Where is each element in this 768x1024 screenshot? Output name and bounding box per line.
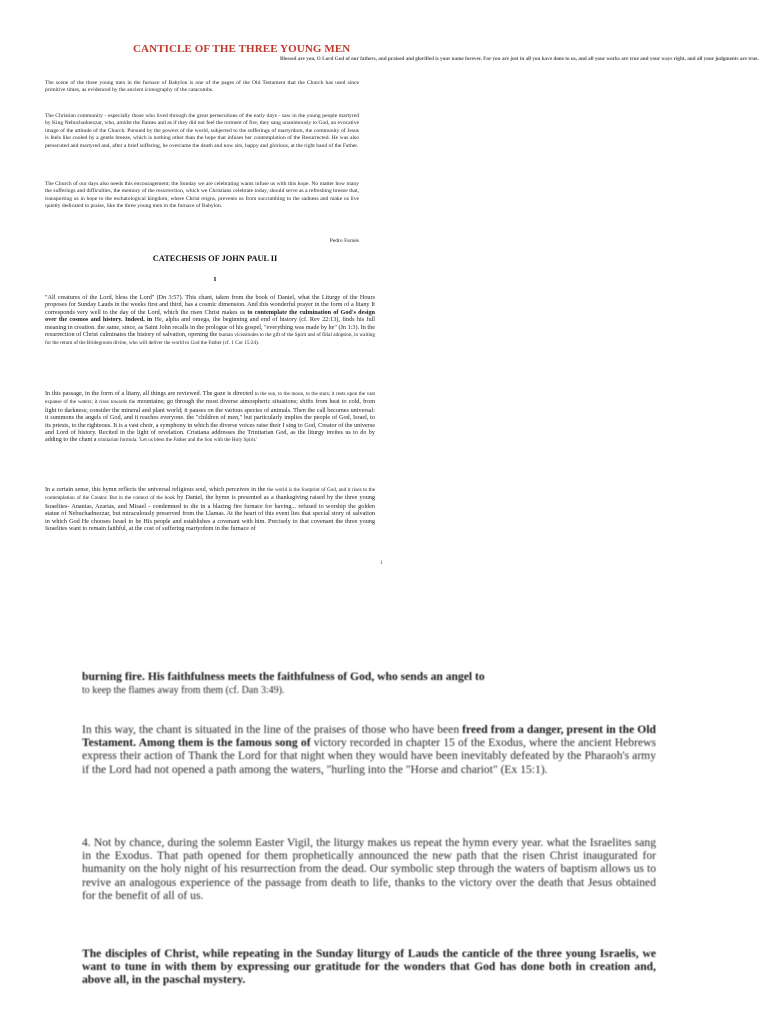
text-run-small: the world is the footprint of God, and it rises to the contemplation of the Creator. But in the context of the book [45,487,376,502]
text-run: He, alpha and omega, the beginning and end of history (cf. Rev 22:13), finds his full meaning in creation. the same, since, as Saint John recalls in the prologue of his gospel, "everything was made by he" (Jn 1:3). In the resurrection of Christ culminates the history of salvation, opening the [45,316,376,339]
text-run-small: human vicissitudes to the gift of the Spirit and of filial adoption, in waiting for the return of the Bridegroom divine, who will deliver the world to God the Father (cf. 1 Cor 15:24). [45,332,375,347]
text-run-small: to the sun, to the moon, to the stars; it rests upon the vast expanse of the waters; it rises towards the [45,391,375,406]
continuation-paragraph-4 [82,947,656,987]
intro-paragraph-1: The scene of the three young men in the furnace of Babylon is one of the pages of the Old Testament that the Church has used since primitive times, as evidenced by the ancient iconography of the catacombs. [45,80,359,94]
intro-paragraph-2: The Christian community - especially those who lived through the great persecutions of the early days - saw in the young people martyred by King Nebuchadnezzar, who, amidst the flames and as if they did not feel the torment of fire, they sang unanimously to God, an evocative image of the attitude of the Church. Pursued by the powers of the world, subjected to the sufferings of martyrdom, the community of Jesus is feels like cooled by a gentle breeze, which is nothing other than the hope that infuses her contemplation of the Resurrected. He was also persecuted and martyred and, after a brief suffering, he overcame the death and now sits, happy and glorious, at the right hand of the Father. [45,113,359,149]
text-run: by Daniel, the hymn is presented as a thanksgiving raised by the three young Israelites- Ananias, Azarias, and Misael - condemned to die in a blazing fire furnace for having... refused to worship the golden statue of Nebuchadnezzar, but miraculously preserved from the Llamas. At the heart of this event lies that special story of salvation in which God He chooses Israel to be His people and establishes a covenant with him. Precisely to that covenant the three young Israelites want to remain faithful, at the cost of suffering martyrdom in the furnace of [45,494,375,533]
catechesis-paragraph-3 [45,486,375,532]
epigraph: Blessed are you, O Lord God of our fathers, and praised and glorified is your name forever. For you are just in all you have done to us, and all your works are true and your ways right, and all your judgments are true. [280,56,759,62]
text-run: In this passage, in the form of a litany, all things are reviewed. The gaze is directed [45,390,253,397]
continuation-paragraph-3: 4. Not by chance, during the solemn Easter Vigil, the liturgy makes us repeat the hymn every year. what the Israelites sang in the Exodus. That path opened for them prophetically announced the new path that the risen Christ inaugurated for humanity on the holy night of his resurrection from the dead. Our symbolic step through the waters of baptism allows us to revive an analogous experience of the passage from death to life, thanks to the victory over the death that Jesus obtained for the benefit of all of us. [82,836,656,902]
text-run-bold: freed from a danger, present in the Old Testament. Among them is the famous song of [82,723,656,750]
text-run: mountains; go through the most diverse atmospheric situations; shifts from heat to cold, from light to darkness; consider the mineral and plant world; it pauses on the various species of animals. Then the call becomes universal: it summons the angels of God, and it reaches everyone. the "children of men," but particularly implies the people of God, Israel, to its priests, to the righteous. It is a vast choir, a symphony in which the diverse voices raise their I sing to God, Creator of the universe and Lord of history. Recited in the light of revelation. Cristiana addresses the Trinitarian God, as the liturgy invites us to do by adding to the chant a [45,398,376,444]
catechesis-paragraph-1 [45,294,375,348]
text-run-bold: to contemplate the culmination of God's design over the cosmos and history. Indeed, in [45,308,375,324]
continuation-paragraph-2 [82,723,656,776]
page-number: 1 [380,560,383,566]
text-run-small: trinitarian formula: 'Let us bless the Father and the Son with the Holy Spirit.' [98,437,258,444]
signature: Pedro Farnés [329,238,359,244]
text-run: In a certain sense, this hymn reflects the universal religious soul, which perceives in the [45,486,266,493]
text-run-bold: burning fire. His faithfulness meets the faithfulness of God, who sends an angel to [82,670,485,683]
continuation-paragraph-1 [82,670,656,697]
text-run: victory recorded in chapter 15 of the Exodus, where the ancient Hebrews express their action of Thank the Lord for that night when they would have been inevitably defeated by the Pharaoh's army if the Lord had not opened a path among the waters, "hurling into the "Horse and chariot" (Ex 15:1). [82,736,656,776]
catechesis-paragraph-2 [45,390,375,445]
section-heading: CATECHESIS OF JOHN PAUL II [152,254,278,263]
text-run: "All creatures of the Lord, bless the Lord" (Dn 3:57). This chant, taken from the book of Daniel, what the Liturgy of the Hours proposes for Sunday Lauds in the weeks first and third, has a cosmic dimension. And this wonderful prayer in the form of a litany It corresponds very well to the day of the Lord, which the risen Christ makes us [45,294,375,316]
text-run-small: to keep the flames away from them (cf. Dan 3:49). [82,685,285,697]
intro-paragraph-3: The Church of our days also needs this encouragement; the Sunday we are celebrating wants infuse us with this hope. No matter how many the sufferings and difficulties, the memory of the resurrection, which we Christians celebrate today, should serve as a refreshing breeze that, transporting us in hope to the eschatological kingdom, where Christ reigns, prevents us from succumbing to the sadness and make us live quietly dedicated to praise, like the three young men in the furnace of Babylon. [45,181,359,210]
page-title: CANTICLE OF THE THREE YOUNG MEN [133,43,351,55]
text-run-bold: The disciples of Christ, while repeating in the Sunday liturgy of Lauds the canticle of the three young Israelis, we want to tune in with them by expressing our gratitude for the wonders that God has done both in creation and, above all, in the paschal mystery. [82,947,656,987]
text-run: In this way, the chant is situated in the line of the praises of those who have been [82,723,460,736]
section-numeral: I [213,276,217,283]
